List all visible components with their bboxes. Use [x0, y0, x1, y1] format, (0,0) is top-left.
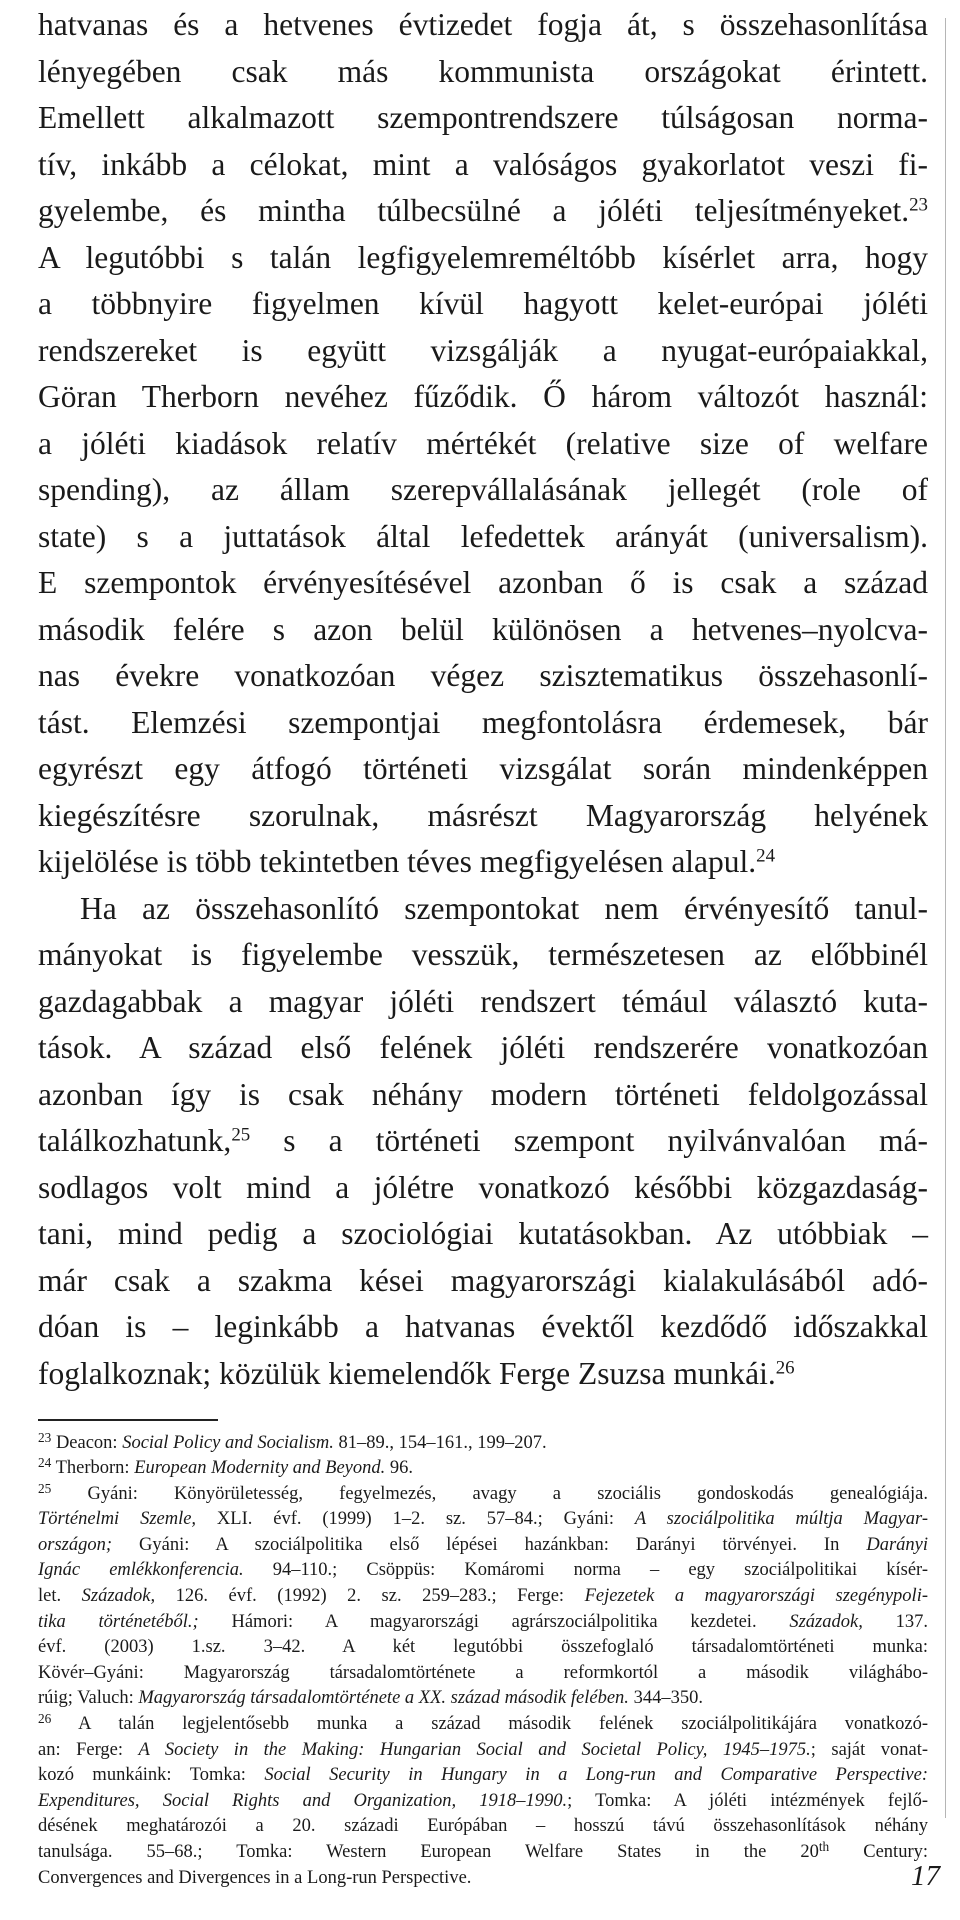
footnote-title: Történelmi Szemle, — [38, 1509, 197, 1530]
body-line — [38, 467, 928, 514]
body-line-text: Emellett alkalmazott szempontrendszere túlságosan norma- — [38, 100, 928, 135]
footnote-number: 23 — [38, 1429, 52, 1445]
footnote-title: Fejezetek a magyarországi szegénypoli- — [584, 1586, 928, 1607]
body-line — [38, 1025, 928, 1072]
body-line-text: a többnyire figyelmen kívül hagyott kelet-európai jóléti — [38, 286, 928, 321]
footnote-title: A szociálpolitika múltja Magyar- — [634, 1509, 928, 1530]
body-line — [38, 653, 928, 700]
footnote-text: Gyáni: Könyörületesség, fegyelmezés, avagy a szociális gondoskodás genealógiája. — [51, 1483, 928, 1504]
body-line-text: mányokat is figyelembe vesszük, természetesen az előbbinél — [38, 937, 928, 972]
body-line-text: a jóléti kiadások relatív mértékét (relative size of welfare — [38, 425, 928, 461]
footnote-line — [38, 1738, 928, 1764]
body-line-text: találkozhatunk, — [38, 1123, 232, 1158]
body-line-text: kiegészítésre szorulnak, másrészt Magyarország helyének — [38, 797, 928, 833]
footnote-text: rúig; Valuch: — [38, 1688, 139, 1709]
body-line-text: Göran Therborn nevéhez fűződik. Ő három változót használ: — [38, 379, 928, 414]
body-line — [38, 1072, 928, 1119]
footnote-title: Darányi — [866, 1534, 928, 1555]
body-line-text: spending), az állam szerepvállalásának jellegét (role of — [38, 472, 928, 507]
footnote-text: 126. évf. (1992) 2. sz. 259–283.; Ferge: — [155, 1586, 585, 1607]
footnote-text: Gyáni: A szociálpolitika első lépései hazánkban: Darányi törvényei. In — [112, 1534, 867, 1555]
footnote-text: évf. (2003) 1.sz. 3–42. A két legutóbbi összefoglaló társadalomtörténeti munka: — [38, 1637, 928, 1658]
body-line — [38, 95, 928, 142]
body-line — [38, 49, 928, 96]
body-line — [38, 374, 928, 421]
body-line-text: tást. Elemzési szempontjai megfontolásra érdemesek, bár — [38, 704, 928, 740]
footnotes — [38, 1431, 928, 1892]
footnote-text: 96. — [385, 1458, 414, 1479]
footnote-text: Century: — [829, 1842, 928, 1862]
footnote-line — [38, 1610, 928, 1636]
ordinal-suffix: th — [818, 1839, 830, 1855]
footnote-title: A Society in the Making: Hungarian Social and Societal Policy, 1945–1975. — [138, 1739, 811, 1760]
body-line — [38, 793, 928, 840]
footnote-line — [38, 1482, 928, 1508]
footnote-text: XLI. évf. (1999) 1–2. sz. 57–84.; Gyáni: — [196, 1509, 635, 1530]
footnote-text: 94–110.; Csöppüs: Komáromi norma – egy szociálpolitikai kísér- — [243, 1560, 928, 1581]
body-line — [38, 188, 928, 235]
body-line-text: gyelembe, és mintha túlbecsülné a jóléti teljesítményeket. — [38, 193, 910, 228]
body-line-text: s a történeti szempont nyilvánvalóan má- — [250, 1123, 928, 1158]
body-line — [38, 142, 928, 189]
footnote-reference[interactable]: 25 — [231, 1124, 251, 1146]
footnote-line — [38, 1533, 928, 1559]
body-line — [38, 979, 928, 1026]
body-line-text: nas évekre vonatkozóan végez szisztematikus összehasonlí- — [38, 658, 928, 693]
footnote-text: Hámori: A magyarországi agrárszociálpolitika kezdetei. — [198, 1611, 790, 1632]
body-line — [38, 746, 928, 793]
body-line-text: lényegében csak más kommunista országokat érintett. — [38, 53, 928, 89]
footnote-number: 25 — [38, 1480, 52, 1496]
footnote-line — [38, 1866, 928, 1892]
body-line-text: már csak a szakma kései magyarországi kialakulásából adó- — [38, 1262, 928, 1298]
body-line — [38, 560, 928, 607]
body-line — [38, 839, 928, 886]
body-line-text: azonban így is csak néhány modern történeti feldolgozással — [38, 1076, 928, 1112]
footnote-text: Kövér–Gyáni: Magyarország társadalomtörténete a reformkortól a második világhábo- — [38, 1662, 928, 1683]
footnote-line — [38, 1840, 928, 1866]
body-line — [38, 235, 928, 282]
body-line-text: Ha az összehasonlító szempontokat nem érvényesítő tanul- — [80, 890, 928, 926]
body-line-text: hatvanas és a hetvenes évtizedet fogja át, s összehasonlítása — [38, 7, 928, 42]
footnote-title: Magyarország társadalomtörténete a XX. század második felében. — [138, 1688, 629, 1709]
body-line-text: foglalkoznak; közülük kiemelendők Ferge Zsuzsa munkái. — [38, 1355, 776, 1391]
body-line-text: kijelölése is több tekintetben téves megfigyelésen alapul. — [38, 844, 757, 879]
body-line — [38, 514, 928, 561]
footnote-number: 24 — [38, 1455, 52, 1471]
body-line — [38, 1351, 928, 1398]
body-line-text: egyrészt egy átfogó történeti vizsgálat során mindenképpen — [38, 751, 928, 786]
body-line-text: state) s a juttatások által lefedettek arányát (universalism). — [38, 518, 928, 554]
footnote-text: Deacon: — [51, 1432, 123, 1453]
body-line — [38, 1304, 928, 1351]
footnote-text: tanulsága. 55–68.; Tomka: Western European Welfare States in the 20 — [38, 1842, 819, 1862]
footnote-line — [38, 1763, 928, 1789]
footnote-text: A talán legjelentősebb munka a század második felének szociálpolitikájára vonatkozó- — [51, 1714, 928, 1735]
body-line-text: tani, mind pedig a szociológiai kutatásokban. Az utóbbiak – — [38, 1216, 928, 1251]
body-line-text: gazdagabbak a magyar jóléti rendszert témául választó kuta- — [38, 983, 928, 1019]
footnote-title: Expenditures, Social Rights and Organization, 1918–1990. — [38, 1790, 568, 1811]
footnote-title: Social Policy and Socialism. — [122, 1432, 334, 1453]
body-line-text: tív, inkább a célokat, mint a valóságos gyakorlatot veszi fi- — [38, 146, 928, 182]
body-text — [38, 0, 928, 1397]
footnote-text: let. — [38, 1586, 82, 1607]
footnote-line — [38, 1431, 928, 1457]
footnote-line — [38, 1456, 928, 1482]
body-line — [38, 1118, 928, 1165]
footnote-line — [38, 1789, 928, 1815]
footnote-line — [38, 1635, 928, 1661]
footnote-text: kozó munkáink: Tomka: — [38, 1765, 265, 1786]
footnote-line — [38, 1507, 928, 1533]
body-line-text: A legutóbbi s talán legfigyelemreméltóbb kísérlet arra, hogy — [38, 239, 928, 275]
page-edge-rule — [945, 18, 946, 1818]
body-line — [38, 700, 928, 747]
footnote-text: an: Ferge: — [38, 1739, 139, 1760]
footnote-line — [38, 1661, 928, 1687]
document-page — [38, 0, 928, 1891]
footnote-text: ; saját vonat- — [810, 1739, 929, 1760]
footnote-text: 137. — [862, 1611, 929, 1632]
footnote-line — [38, 1584, 928, 1610]
body-line — [38, 932, 928, 979]
body-line-text: dóan is – leginkább a hatvanas évektől kezdődő időszakkal — [38, 1309, 928, 1344]
footnote-reference[interactable]: 23 — [909, 194, 928, 216]
body-line — [38, 886, 928, 933]
footnote-title: országon; — [38, 1534, 113, 1555]
footnote-number: 26 — [38, 1711, 52, 1727]
body-line — [38, 1211, 928, 1258]
footnote-reference[interactable]: 26 — [775, 1357, 795, 1379]
footnote-line — [38, 1814, 928, 1840]
footnote-title: European Modernity and Beyond. — [134, 1458, 386, 1479]
footnote-text: désének meghatározói a 20. századi Európában – hosszú távú összehasonlítások néhány — [38, 1816, 928, 1837]
body-line — [38, 1165, 928, 1212]
footnote-line — [38, 1558, 928, 1584]
footnote-text: ; Tomka: A jóléti intézmények fejlő- — [567, 1790, 928, 1811]
footnote-title: Századok, — [81, 1586, 156, 1607]
body-line — [38, 607, 928, 654]
footnote-separator — [38, 1419, 218, 1421]
footnote-title: Social Security in Hungary in a Long-run and Comparative Perspective: — [264, 1765, 928, 1786]
page-number: 17 — [911, 1860, 940, 1892]
body-line-text: tások. A század első felének jóléti rendszerére vonatkozóan — [38, 1030, 928, 1065]
body-line — [38, 2, 928, 49]
body-line — [38, 328, 928, 375]
footnote-title: Ignác emlékkonferencia. — [38, 1560, 244, 1581]
body-line-text: E szempontok érvényesítésével azonban ő is csak a század — [38, 565, 928, 600]
body-line-text: második felére s azon belül különösen a hetvenes–nyolcva- — [38, 611, 928, 647]
footnote-text: 344–350. — [628, 1688, 703, 1709]
body-line-text: sodlagos volt mind a jólétre vonatkozó későbbi közgazdaság- — [38, 1169, 928, 1205]
body-line — [38, 281, 928, 328]
footnote-line — [38, 1712, 928, 1738]
body-line — [38, 421, 928, 468]
footnote-text: Therborn: — [51, 1458, 135, 1479]
footnote-text: 81–89., 154–161., 199–207. — [333, 1432, 547, 1453]
footnote-line — [38, 1686, 928, 1712]
footnote-reference[interactable]: 24 — [756, 845, 776, 867]
body-line-text: rendszereket is együtt vizsgálják a nyugat-európaiakkal, — [38, 332, 928, 368]
footnote-title: tika történetéből.; — [38, 1611, 199, 1632]
footnote-title: Századok, — [789, 1611, 863, 1632]
footnote-text: Convergences and Divergences in a Long-run Perspective. — [38, 1867, 472, 1888]
body-line — [38, 1258, 928, 1305]
